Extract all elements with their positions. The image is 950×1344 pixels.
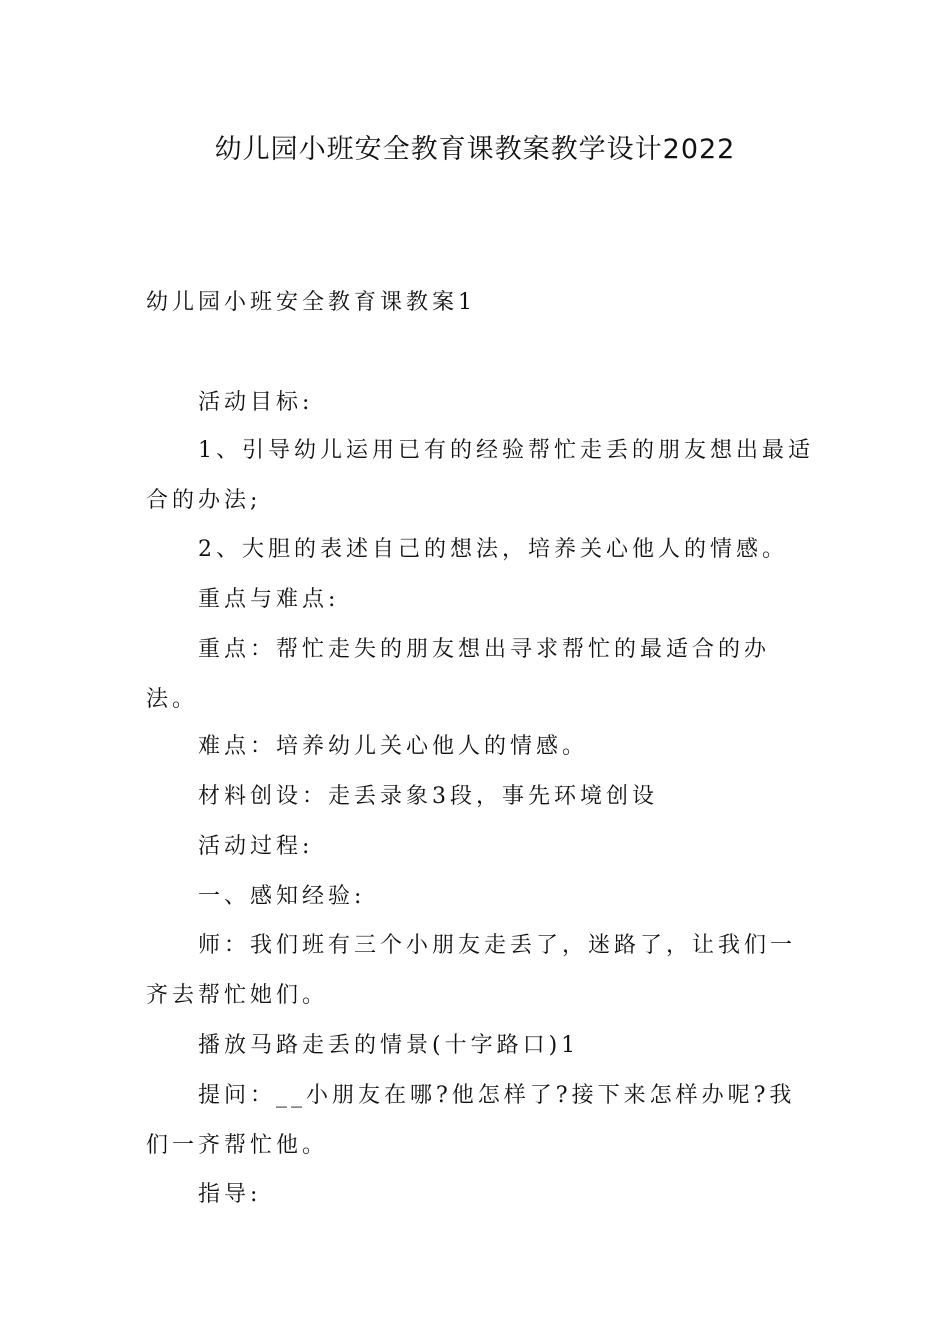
document-subtitle: 幼儿园小班安全教育课教案1: [146, 290, 476, 315]
paragraph-play-video: 播放马路走丢的情景(十字路口)1: [198, 1033, 580, 1058]
paragraph-key-point: 重点：帮忙走失的朋友想出寻求帮忙的最适合的办法。: [146, 637, 771, 712]
paragraph-materials: 材料创设：走丢录象3段，事先环境创设: [198, 784, 658, 809]
paragraph-process: 活动过程:: [198, 834, 314, 859]
paragraph-key-difficulty: 重点与难点:: [198, 587, 340, 612]
document-title: 幼儿园小班安全教育课教案教学设计2022: [214, 134, 736, 165]
paragraph-section-one: 一、感知经验:: [198, 884, 366, 909]
paragraph-activity-goal: 活动目标:: [198, 390, 314, 415]
paragraph-difficulty: 难点：培养幼儿关心他人的情感。: [198, 734, 589, 759]
paragraph-guidance: 指导:: [198, 1182, 262, 1207]
paragraph-goal-1: 1、引导幼儿运用已有的经验帮忙走丢的朋友想出最适合的办法;: [146, 438, 814, 513]
paragraph-teacher-speech: 师：我们班有三个小朋友走丢了，迷路了，让我们一齐去帮忙她们。: [146, 933, 797, 1008]
paragraph-question: 提问：__小朋友在哪?他怎样了?接下来怎样办呢?我们一齐帮忙他。: [146, 1083, 796, 1158]
paragraph-goal-2: 2、大胆的表述自己的想法，培养关心他人的情感。: [198, 537, 788, 562]
